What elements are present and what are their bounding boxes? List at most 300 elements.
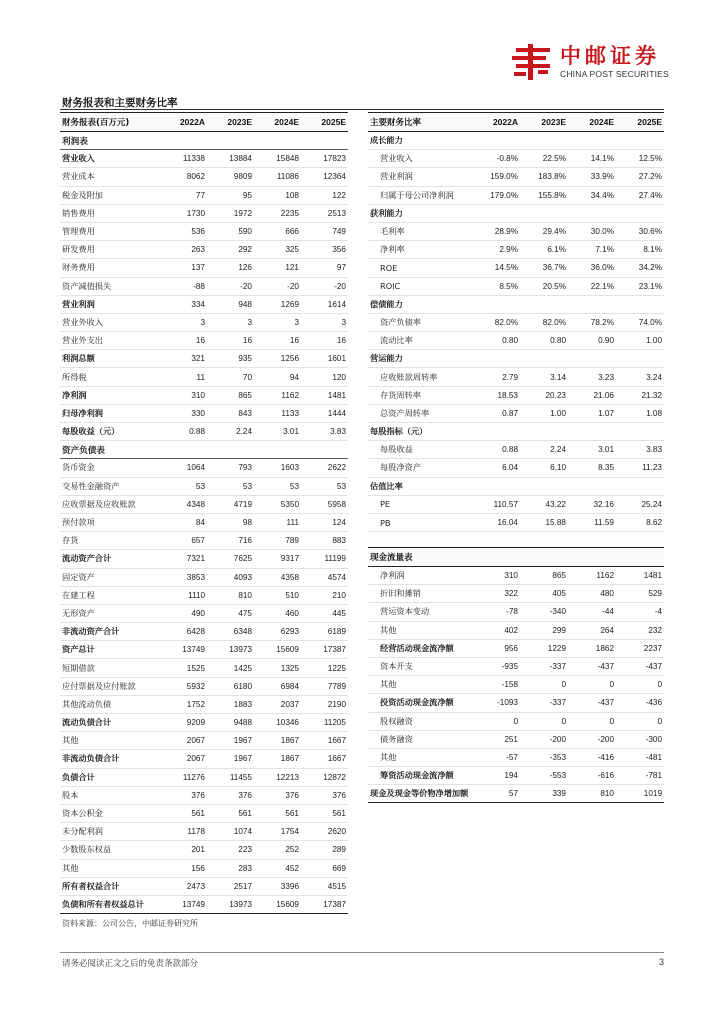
col-header: 2023E [541, 117, 566, 127]
table-row [60, 841, 348, 859]
row-label: 其他 [380, 679, 397, 690]
row-label: 净利润 [380, 570, 405, 581]
cell-value: 8.35 [598, 463, 614, 473]
cell-value: 666 [285, 227, 299, 237]
table-row [60, 587, 348, 605]
cell-value: 12364 [323, 172, 346, 182]
table-row [60, 332, 348, 350]
cell-value: 2067 [186, 754, 205, 764]
table-row [368, 478, 664, 496]
table-row [60, 314, 348, 332]
cell-value: 13973 [229, 645, 252, 655]
cell-value: 1178 [187, 827, 205, 837]
cell-value: 376 [191, 790, 205, 800]
cell-value: 948 [238, 299, 252, 309]
cell-value: 27.4% [638, 190, 662, 200]
cell-value: -4 [654, 607, 662, 617]
footer-rule [60, 952, 664, 953]
cell-value: 3396 [280, 881, 299, 891]
cell-value: 13884 [229, 154, 252, 164]
cell-value: 561 [285, 809, 299, 819]
cell-value: 1867 [280, 754, 299, 764]
table-row [368, 496, 664, 514]
cell-value: 11.23 [642, 463, 662, 473]
cell-value: 2517 [233, 881, 252, 891]
table-row [60, 732, 348, 750]
table-row [368, 731, 664, 749]
cell-value: 53 [242, 481, 252, 491]
cell-value: 110.57 [493, 499, 518, 509]
cell-value: 8.62 [646, 518, 662, 528]
cell-value: 657 [191, 536, 205, 546]
cell-value: -88 [193, 281, 205, 291]
cell-value: 334 [191, 299, 205, 309]
row-label: 归属于母公司净利润 [380, 189, 454, 200]
cell-value: 74.0% [638, 317, 662, 327]
cell-value: 11.59 [594, 518, 614, 528]
cell-value: 1972 [233, 208, 252, 218]
cell-value: 1967 [233, 736, 252, 746]
cell-value: 1019 [643, 789, 662, 799]
cell-value: 6293 [280, 627, 299, 637]
row-label: 营业成本 [62, 171, 95, 182]
cell-value: 2237 [643, 643, 662, 653]
cell-value: 1862 [595, 643, 614, 653]
row-label: 交易性金融资产 [62, 480, 120, 491]
table-row [368, 785, 664, 803]
cell-value: 1133 [281, 408, 299, 418]
row-label: 管理费用 [62, 226, 95, 237]
cell-value: 137 [191, 263, 205, 273]
cell-value: -200 [597, 734, 614, 744]
cell-value: 789 [285, 536, 299, 546]
row-label: 资本开支 [380, 661, 413, 672]
cell-value: 5958 [327, 499, 346, 509]
cell-value: -616 [597, 771, 614, 781]
cell-value: 53 [195, 481, 205, 491]
cell-value: 57 [508, 789, 518, 799]
cell-value: 124 [332, 518, 346, 528]
cell-value: 210 [332, 590, 346, 600]
cell-value: 11276 [182, 772, 205, 782]
cell-value: 1.07 [598, 408, 614, 418]
cell-value: 590 [238, 227, 252, 237]
row-label: 折旧和摊销 [380, 588, 421, 599]
row-label: 销售费用 [62, 207, 95, 218]
row-label: 资本公积金 [62, 808, 103, 819]
cell-value: 2037 [280, 699, 299, 709]
cell-value: 321 [191, 354, 205, 364]
cell-value: 289 [332, 845, 346, 855]
table-row [368, 694, 664, 712]
table-row [368, 514, 664, 532]
cell-value: 1867 [280, 736, 299, 746]
cell-value: 1229 [547, 643, 566, 653]
cell-value: 120 [332, 372, 346, 382]
col-header: 2022A [179, 117, 205, 127]
cell-value: 536 [191, 227, 205, 237]
table-row [60, 896, 348, 914]
table-row [368, 658, 664, 676]
cell-value: 9209 [186, 718, 205, 728]
cell-value: 2.24 [236, 427, 252, 437]
cell-value: 33.9% [590, 172, 614, 182]
cell-value: 251 [504, 734, 518, 744]
cell-value: 3 [247, 317, 252, 327]
cell-value: 1.08 [646, 408, 662, 418]
table-row [368, 767, 664, 785]
cell-value: 2067 [186, 736, 205, 746]
row-label: 存货 [62, 535, 79, 546]
row-label: 营业利润 [62, 298, 95, 309]
cell-value: 561 [332, 809, 346, 819]
cell-value: 3853 [186, 572, 205, 582]
row-label: 流动负债合计 [62, 717, 112, 728]
cell-value: 0.90 [598, 336, 614, 346]
row-label: 研发费用 [62, 244, 95, 255]
cell-value: 77 [195, 190, 205, 200]
cell-value: 2.24 [550, 445, 566, 455]
cell-value: 793 [238, 463, 252, 473]
table-row [60, 805, 348, 823]
cell-value: -553 [549, 771, 566, 781]
cell-value: 3.24 [646, 372, 662, 382]
table-row [60, 459, 348, 477]
table-row [60, 696, 348, 714]
page-number: 3 [658, 957, 664, 967]
row-label: 股本 [62, 789, 79, 800]
cell-value: 0 [657, 716, 662, 726]
cell-value: 865 [552, 571, 566, 581]
row-label: 其他 [62, 735, 79, 746]
row-label: 所有者权益合计 [62, 880, 120, 891]
table-row [60, 787, 348, 805]
table-row [368, 259, 664, 277]
row-label: 少数股东权益 [62, 844, 112, 855]
table-row [368, 603, 664, 621]
table-row [60, 278, 348, 296]
cell-value: 749 [332, 227, 346, 237]
cell-value: -300 [645, 734, 662, 744]
cell-value: -436 [645, 698, 662, 708]
row-label: 其他 [380, 751, 397, 762]
cell-value: 292 [238, 245, 252, 255]
table-row [60, 241, 348, 259]
table-row [60, 860, 348, 878]
cell-value: 3.01 [283, 427, 299, 437]
cell-value: -200 [549, 734, 566, 744]
cell-value: 1614 [327, 299, 346, 309]
cell-value: 299 [552, 625, 566, 635]
cell-value: 22.5% [542, 154, 566, 164]
cell-value: -337 [549, 698, 566, 708]
row-label: 货币资金 [62, 462, 95, 473]
right-table-header [368, 112, 664, 132]
table-section-header [60, 132, 348, 150]
cell-value: 36.0% [590, 263, 614, 273]
right-header-label: 主要财务比率 [370, 118, 422, 128]
cell-value: 6.10 [550, 463, 566, 473]
cell-value: 183.8% [538, 172, 566, 182]
cell-value: 490 [191, 608, 205, 618]
row-label: 无形资产 [62, 607, 95, 618]
right-table-body [368, 132, 664, 532]
table-row [60, 496, 348, 514]
cell-value: 16 [289, 336, 299, 346]
cell-value: 108 [285, 190, 299, 200]
cell-value: 0 [561, 680, 566, 690]
table-row [60, 769, 348, 787]
cell-value: 4719 [233, 499, 252, 509]
table-section-header [60, 441, 348, 459]
cell-value: 6348 [233, 627, 252, 637]
cell-value: 1752 [186, 699, 205, 709]
cell-value: 883 [332, 536, 346, 546]
table-row [60, 168, 348, 186]
cell-value: 4348 [186, 499, 205, 509]
table-row [368, 441, 664, 459]
col-header: 2023E [227, 117, 252, 127]
cell-value: 43.22 [545, 499, 566, 509]
table-row [368, 749, 664, 767]
col-header: 2022A [492, 117, 518, 127]
cell-value: 12872 [323, 772, 346, 782]
cell-value: 0.88 [189, 427, 205, 437]
cell-value: 510 [285, 590, 299, 600]
row-label: 净利率 [380, 244, 405, 255]
cell-value: 1.00 [550, 408, 566, 418]
cell-value: 322 [504, 589, 518, 599]
table-row [368, 622, 664, 640]
cell-value: 956 [504, 643, 518, 653]
table-row [368, 332, 664, 350]
cell-value: 0 [609, 716, 614, 726]
cell-value: 4358 [280, 572, 299, 582]
row-label: 获利能力 [370, 207, 403, 218]
row-label: 归母净利润 [62, 407, 103, 418]
left-header-label: 财务报表(百万元) [62, 118, 130, 128]
row-label: 每股指标（元） [370, 426, 428, 437]
table-row [368, 150, 664, 168]
cell-value: 3 [341, 317, 346, 327]
cell-value: 2235 [280, 208, 299, 218]
cell-value: 405 [552, 589, 566, 599]
table-row [368, 640, 664, 658]
cell-value: 325 [285, 245, 299, 255]
cell-value: 126 [238, 263, 252, 273]
cell-value: 669 [332, 863, 346, 873]
cell-value: 252 [285, 845, 299, 855]
table-row [368, 423, 664, 441]
cell-value: 21.32 [641, 390, 662, 400]
cell-value: 12213 [276, 772, 299, 782]
cell-value: 1269 [280, 299, 299, 309]
cell-value: 1256 [280, 354, 299, 364]
table-row [368, 368, 664, 386]
cell-value: 1481 [643, 571, 662, 581]
cell-value: 70 [242, 372, 252, 382]
cell-value: 1730 [186, 208, 205, 218]
cell-value: -158 [501, 680, 518, 690]
row-label: 成长能力 [370, 135, 403, 146]
cell-value: 16 [195, 336, 205, 346]
cell-value: 1425 [233, 663, 252, 673]
cash-table-body [368, 567, 664, 803]
row-label: PB [380, 517, 391, 528]
cell-value: 223 [238, 845, 252, 855]
cell-value: 6.04 [502, 463, 518, 473]
cell-value: 445 [332, 608, 346, 618]
cell-value: 263 [191, 245, 205, 255]
cell-value: 0.80 [550, 336, 566, 346]
cell-value: 810 [238, 590, 252, 600]
left-table-body [60, 132, 348, 914]
cell-value: 11455 [229, 772, 252, 782]
cell-value: -935 [501, 662, 518, 672]
financial-statements-table [60, 112, 348, 914]
cell-value: 201 [191, 845, 205, 855]
cell-value: 3 [200, 317, 205, 327]
cell-value: 9809 [233, 172, 252, 182]
cell-value: 1883 [233, 699, 252, 709]
row-label: ROIC [380, 281, 401, 292]
cell-value: 1.00 [646, 336, 662, 346]
cell-value: -57 [506, 752, 518, 762]
row-label: 在建工程 [62, 589, 95, 600]
cell-value: 17387 [323, 645, 346, 655]
row-label: 营业收入 [62, 153, 95, 164]
cell-value: 82.0% [542, 317, 566, 327]
cell-value: 111 [286, 518, 299, 528]
cell-value: 0 [561, 716, 566, 726]
cell-value: 7789 [327, 681, 346, 691]
cell-value: 20.23 [545, 390, 566, 400]
table-row [368, 676, 664, 694]
cell-value: 15609 [276, 645, 299, 655]
table-row [368, 296, 664, 314]
logo-english-name: CHINA POST SECURITIES [560, 69, 669, 79]
cell-value: 376 [238, 790, 252, 800]
cell-value: 22.1% [590, 281, 614, 291]
row-label: 应收票据及应收账款 [62, 498, 136, 509]
cell-value: 810 [600, 789, 614, 799]
cell-value: -20 [334, 281, 346, 291]
row-label: 每股净资产 [380, 462, 421, 473]
cell-value: 29.4% [542, 227, 566, 237]
cell-value: 2473 [186, 881, 205, 891]
table-row [60, 532, 348, 550]
row-label: 营运能力 [370, 353, 403, 364]
cell-value: 16 [336, 336, 346, 346]
col-header: 2025E [321, 117, 346, 127]
row-label: 营业利润 [380, 171, 413, 182]
cell-value: -437 [645, 662, 662, 672]
cell-value: 121 [285, 263, 299, 273]
cell-value: 1325 [280, 663, 299, 673]
row-label: 短期借款 [62, 662, 95, 673]
cell-value: 34.2% [638, 263, 662, 273]
row-label: PE [380, 499, 391, 510]
table-row [368, 459, 664, 477]
row-label: 资产负债率 [380, 316, 421, 327]
cell-value: 1667 [327, 754, 346, 764]
table-row [60, 878, 348, 896]
section-title: 财务报表和主要财务比率 [62, 97, 178, 109]
cell-value: 3.23 [598, 372, 614, 382]
cell-value: 1110 [188, 590, 205, 600]
cell-value: 13749 [182, 645, 205, 655]
cell-value: 78.2% [590, 317, 614, 327]
table-row [60, 478, 348, 496]
cell-value: 36.7% [542, 263, 566, 273]
row-label: 现金及现金等价物净增加额 [370, 788, 469, 799]
table-row [60, 514, 348, 532]
cell-value: 9317 [280, 554, 299, 564]
cell-value: 2.79 [502, 372, 518, 382]
row-label: 利润表 [62, 136, 88, 147]
cell-value: 30.6% [638, 227, 662, 237]
cell-value: 95 [242, 190, 252, 200]
cell-value: 2190 [327, 699, 346, 709]
cell-value: 15609 [276, 899, 299, 909]
cell-value: 10346 [276, 718, 299, 728]
financial-ratios-table [368, 112, 664, 532]
cell-value: 156 [191, 863, 205, 873]
cell-value: -20 [240, 281, 252, 291]
cell-value: 2513 [327, 208, 346, 218]
cell-value: 716 [238, 536, 252, 546]
cell-value: 4093 [233, 572, 252, 582]
cell-value: 20.5% [542, 281, 566, 291]
table-row [60, 714, 348, 732]
table-row [368, 314, 664, 332]
row-label: 债务融资 [380, 733, 413, 744]
cell-value: 935 [238, 354, 252, 364]
cell-value: -337 [549, 662, 566, 672]
cell-value: 1444 [327, 408, 346, 418]
cell-value: 194 [504, 771, 518, 781]
cell-value: 155.8% [538, 190, 566, 200]
cell-value: 94 [289, 372, 299, 382]
table-row [60, 750, 348, 768]
cell-value: 4574 [327, 572, 346, 582]
cell-value: 1162 [596, 571, 614, 581]
cell-value: 53 [289, 481, 299, 491]
cell-value: 13749 [182, 899, 205, 909]
cell-value: -781 [645, 771, 662, 781]
cell-value: 561 [191, 809, 205, 819]
cell-value: 15848 [276, 154, 299, 164]
row-label: 筹资活动现金流净额 [380, 770, 454, 781]
row-label: 营运资本变动 [380, 606, 430, 617]
table-row [368, 241, 664, 259]
data-source-note: 资料来源：公司公告，中邮证券研究所 [62, 919, 198, 928]
cell-value: 6428 [186, 627, 205, 637]
table-row [60, 368, 348, 386]
row-label: 应付票据及应付账款 [62, 680, 136, 691]
cell-value: 14.1% [590, 154, 614, 164]
section-rule [60, 109, 664, 110]
cell-value: 529 [648, 589, 662, 599]
cell-value: 356 [332, 245, 346, 255]
logo-chinese-name: 中邮证券 [560, 44, 660, 68]
cell-value: 5932 [186, 681, 205, 691]
cell-value: 6180 [233, 681, 252, 691]
row-label: 负债和所有者权益总计 [62, 898, 144, 909]
row-label: 存货周转率 [380, 389, 421, 400]
cell-value: 7321 [186, 554, 205, 564]
cell-value: 9488 [233, 718, 252, 728]
